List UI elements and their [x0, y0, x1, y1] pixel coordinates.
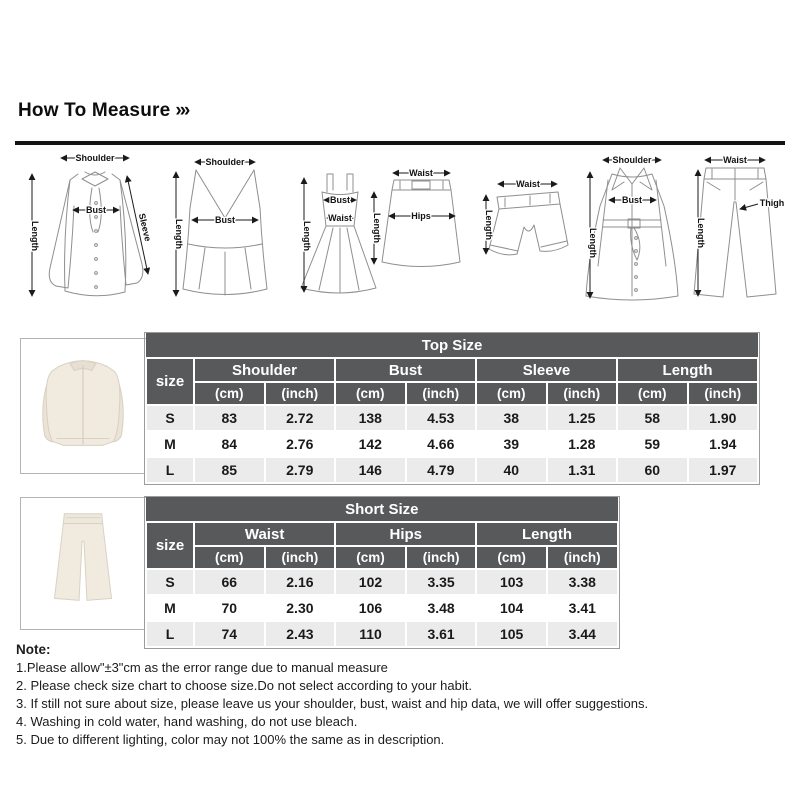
waist-label: Waist	[409, 168, 433, 178]
unit-header: (cm)	[335, 546, 406, 569]
data-cell: 110	[335, 621, 406, 647]
data-cell: 2.76	[265, 431, 336, 457]
column-header: Bust	[335, 358, 476, 382]
size-cell: M	[146, 595, 194, 621]
data-cell: 3.44	[547, 621, 618, 647]
length-label: Length	[484, 210, 494, 240]
product-photo-top	[20, 338, 148, 474]
waist-label: Waist	[723, 155, 747, 165]
sleeve-label: Sleeve	[136, 212, 154, 243]
data-cell: 3.35	[406, 569, 477, 595]
size-cell: S	[146, 569, 194, 595]
top-size-table	[145, 333, 759, 484]
unit-header: (cm)	[194, 546, 265, 569]
data-cell: 3.48	[406, 595, 477, 621]
page-title	[18, 100, 188, 122]
length-label: Length	[588, 228, 598, 258]
data-cell: 59	[617, 431, 688, 457]
size-cell: S	[146, 405, 194, 431]
table-title: Top Size	[146, 333, 758, 358]
data-cell: 70	[194, 595, 265, 621]
data-cell: 105	[476, 621, 547, 647]
data-cell: 1.90	[688, 405, 759, 431]
length-label: Length	[302, 221, 312, 251]
unit-header: (inch)	[547, 546, 618, 569]
data-cell: 103	[476, 569, 547, 595]
data-cell: 4.79	[406, 457, 477, 483]
table-unit-row	[146, 546, 618, 569]
data-cell: 39	[476, 431, 547, 457]
notes-heading: Note:	[16, 642, 51, 657]
unit-header: (cm)	[617, 382, 688, 405]
bust-label: Bust	[330, 195, 350, 205]
data-cell: 3.41	[547, 595, 618, 621]
shoulder-label: Shoulder	[612, 155, 652, 165]
size-cell: M	[146, 431, 194, 457]
column-header: Length	[476, 522, 617, 546]
data-cell: 2.72	[265, 405, 336, 431]
data-cell: 85	[194, 457, 265, 483]
data-cell: 104	[476, 595, 547, 621]
size-column-header: size	[146, 522, 194, 569]
data-cell: 38	[476, 405, 547, 431]
data-cell: 83	[194, 405, 265, 431]
note-line-5: 5. Due to different lighting, color may not 100% the same as in description.	[16, 732, 445, 747]
waist-label: Waist	[328, 213, 352, 223]
table-unit-row	[146, 382, 758, 405]
data-cell: 2.79	[265, 457, 336, 483]
length-label: Length	[372, 213, 382, 243]
table-row	[146, 457, 758, 483]
shorts-diagram	[484, 179, 568, 255]
pants-image	[21, 498, 145, 627]
unit-header: (cm)	[194, 382, 265, 405]
blouse-diagram	[30, 153, 153, 296]
column-header: Length	[617, 358, 758, 382]
note-line-1: 1.Please allow"±3"cm as the error range due to manual measure	[16, 660, 388, 675]
data-cell: 3.38	[547, 569, 618, 595]
unit-header: (inch)	[265, 546, 336, 569]
data-cell: 60	[617, 457, 688, 483]
unit-header: (cm)	[476, 382, 547, 405]
divider-line	[15, 141, 785, 145]
unit-header: (cm)	[476, 546, 547, 569]
short-size-table	[145, 497, 619, 648]
bust-label: Bust	[622, 195, 642, 205]
unit-header: (inch)	[688, 382, 759, 405]
bust-label: Bust	[215, 215, 235, 225]
unit-header: (inch)	[265, 382, 336, 405]
unit-header: (inch)	[547, 382, 618, 405]
table-group-row	[146, 522, 618, 546]
length-label: Length	[174, 219, 184, 249]
data-cell: 102	[335, 569, 406, 595]
data-cell: 1.97	[688, 457, 759, 483]
column-header: Waist	[194, 522, 335, 546]
waist-label: Waist	[516, 179, 540, 189]
data-cell: 1.94	[688, 431, 759, 457]
dress-diagram	[301, 174, 376, 293]
data-cell: 146	[335, 457, 406, 483]
data-cell: 138	[335, 405, 406, 431]
measure-diagrams	[0, 148, 800, 316]
notes-section	[16, 641, 648, 749]
coat-diagram	[586, 155, 678, 300]
product-photo-short	[20, 497, 148, 630]
data-cell: 1.25	[547, 405, 618, 431]
skirt-diagram	[372, 168, 460, 267]
data-cell: 3.61	[406, 621, 477, 647]
column-header: Sleeve	[476, 358, 617, 382]
thigh-label: Thigh	[759, 198, 785, 208]
table-title: Short Size	[146, 497, 618, 522]
note-line-2: 2. Please check size chart to choose size.Do not select according to your habit.	[16, 678, 472, 693]
data-cell: 142	[335, 431, 406, 457]
column-header: Hips	[335, 522, 476, 546]
table-title-row	[146, 333, 758, 358]
data-cell: 106	[335, 595, 406, 621]
column-header: Shoulder	[194, 358, 335, 382]
unit-header: (inch)	[406, 382, 477, 405]
data-cell: 4.53	[406, 405, 477, 431]
data-cell: 84	[194, 431, 265, 457]
data-cell: 58	[617, 405, 688, 431]
pants-diagram	[694, 155, 784, 297]
data-cell: 2.43	[265, 621, 336, 647]
table-row	[146, 405, 758, 431]
length-label: Length	[696, 218, 706, 248]
data-cell: 66	[194, 569, 265, 595]
data-cell: 2.30	[265, 595, 336, 621]
size-column-header: size	[146, 358, 194, 405]
size-cell: L	[146, 457, 194, 483]
size-cell: L	[146, 621, 194, 647]
note-line-3: 3. If still not sure about size, please leave us your shoulder, bust, waist and hip data, we will offer suggestions.	[16, 696, 649, 711]
data-cell: 4.66	[406, 431, 477, 457]
tank-top-diagram	[174, 157, 267, 296]
table-row	[146, 431, 758, 457]
data-cell: 1.31	[547, 457, 618, 483]
shoulder-label: Shoulder	[205, 157, 245, 167]
hips-label: Hips	[411, 211, 431, 221]
data-cell: 1.28	[547, 431, 618, 457]
table-row	[146, 569, 618, 595]
data-cell: 2.16	[265, 569, 336, 595]
page-title-text: How To Measure	[18, 100, 171, 121]
table-group-row	[146, 358, 758, 382]
jacket-image	[21, 339, 145, 471]
table-row	[146, 595, 618, 621]
unit-header: (cm)	[335, 382, 406, 405]
shoulder-label: Shoulder	[75, 153, 115, 163]
length-label: Length	[30, 221, 40, 251]
bust-label: Bust	[86, 205, 106, 215]
data-cell: 40	[476, 457, 547, 483]
chevrons-icon: ›››	[175, 100, 189, 121]
unit-header: (inch)	[406, 546, 477, 569]
note-line-4: 4. Washing in cold water, hand washing, do not use bleach.	[16, 714, 358, 729]
data-cell: 74	[194, 621, 265, 647]
table-title-row	[146, 497, 618, 522]
